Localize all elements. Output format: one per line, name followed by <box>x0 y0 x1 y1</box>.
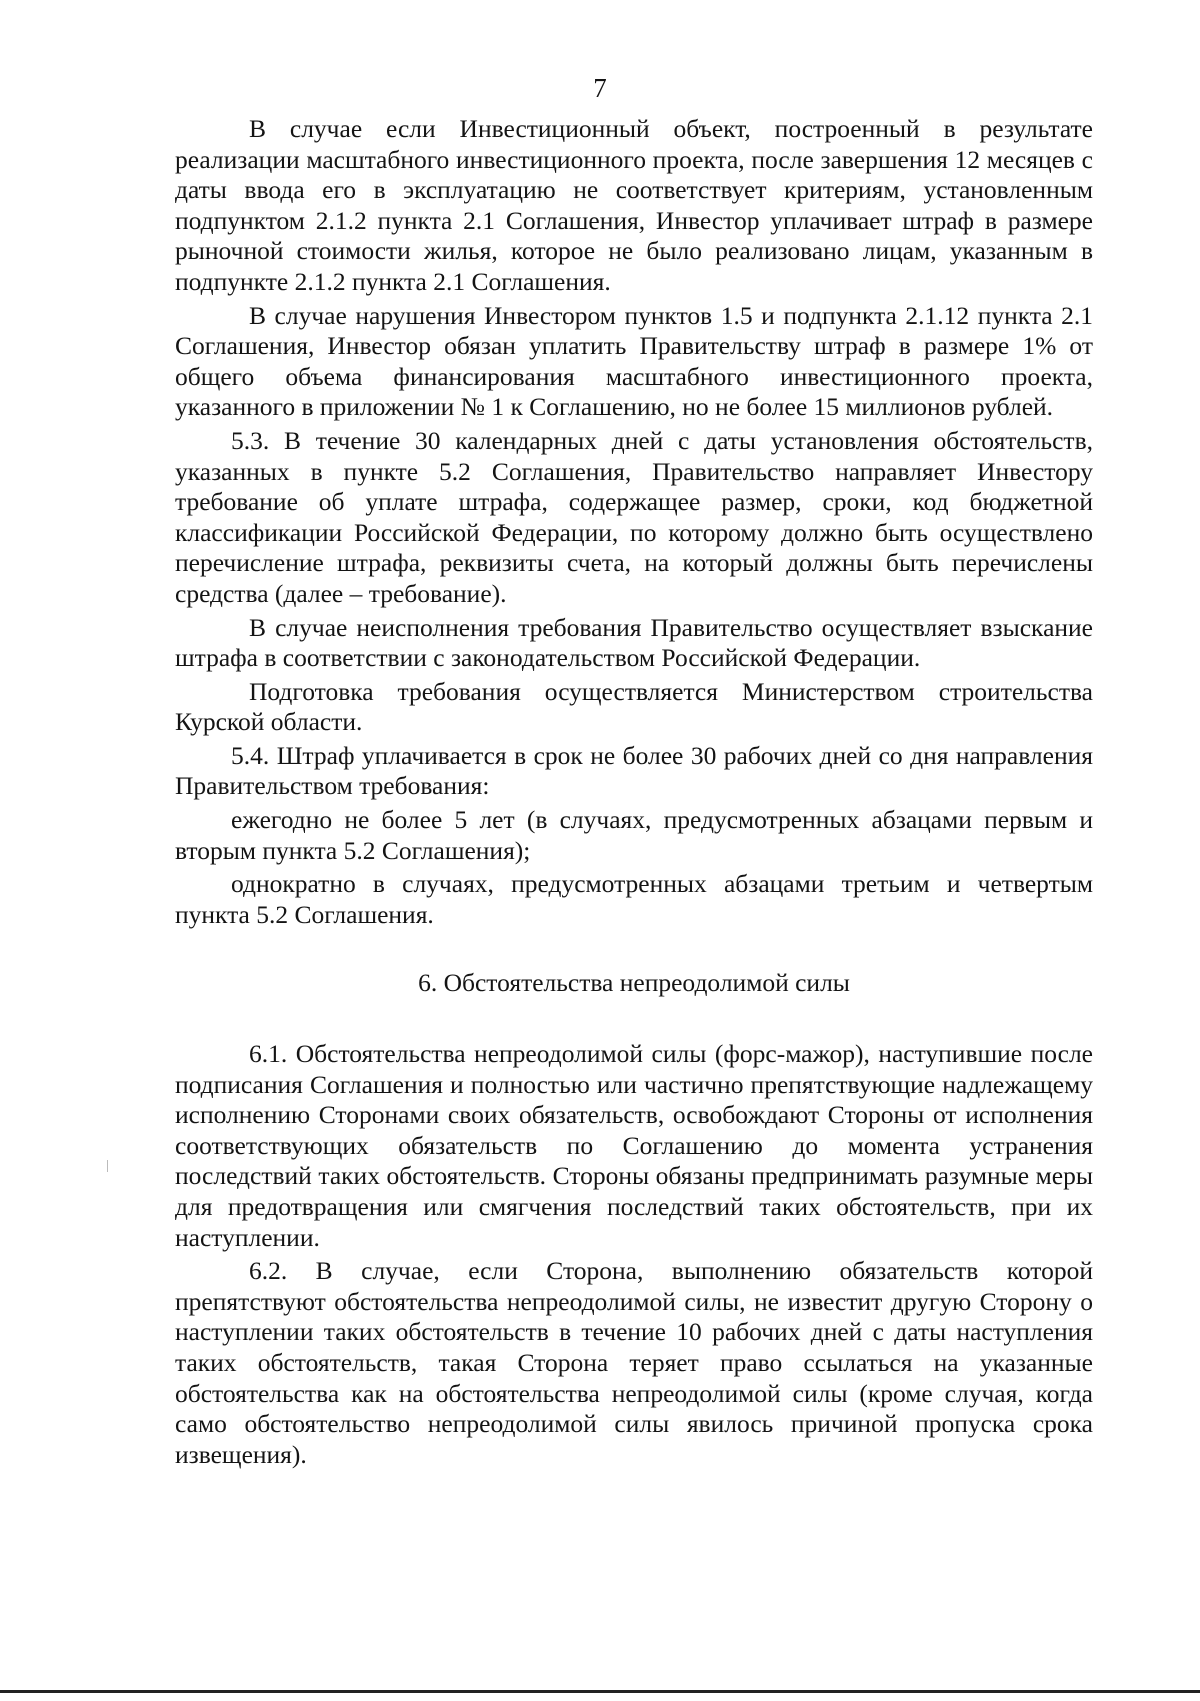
page-bottom-edge <box>0 1690 1200 1693</box>
paragraph-investment-object-penalty: В случае если Инвестиционный объект, построенный в результате реализации масштабного инвестиционного проекта, после завершения 12 месяцев с даты ввода его в эксплуатацию не соответствует критериям, установленным подпунктом 2.1.2 пункта 2.1 Соглашения, Инвестор уплачивает штраф в размере рыночной стоимости жилья, которое не было реализовано лицам, указанным в подпункте 2.1.2 пункта 2.1 Соглашения. <box>175 114 1093 296</box>
paragraph-non-fulfillment: В случае неисполнения требования Правительство осуществляет взыскание штрафа в соответствии с законодательством Российской Федерации. <box>175 612 1093 673</box>
paragraph-6-1: 6.1. Обстоятельства непреодолимой силы (форс-мажор), наступившие после подписания Соглашения и полностью или частично препятствующие надлежащему исполнению Сторонами своих обязательств, освобождают Стороны от исполнения соответствующих обязательств по Соглашению до момента устранения последствий таких обстоятельств. Стороны обязаны предпринимать разумные меры для предотвращения или смягчения последствий таких обстоятельств, при их наступлении. <box>175 1039 1093 1252</box>
paragraph-violation-penalty: В случае нарушения Инвестором пунктов 1.5 и подпункта 2.1.12 пункта 2.1 Соглашения, Инвестор обязан уплатить Правительству штраф в размере 1% от общего объема финансирования масштабного инвестиционного проекта, указанного в приложении № 1 к Соглашению, но не более 15 миллионов рублей. <box>175 300 1093 422</box>
paragraph-5-4: 5.4. Штраф уплачивается в срок не более 30 рабочих дней со дня направления Правительством требования: <box>175 740 1093 801</box>
paragraph-annually: ежегодно не более 5 лет (в случаях, предусмотренных абзацами первым и вторым пункта 5.2 Соглашения); <box>175 805 1093 865</box>
paragraph-once: однократно в случаях, предусмотренных абзацами третьим и четвертым пункта 5.2 Соглашения. <box>175 869 1093 929</box>
document-body <box>175 114 1093 1473</box>
scan-mark <box>107 1160 108 1172</box>
paragraph-preparation: Подготовка требования осуществляется Министерством строительства Курской области. <box>175 676 1093 737</box>
page-number: 7 <box>593 73 607 103</box>
paragraph-6-2: 6.2. В случае, если Сторона, выполнению обязательств которой препятствуют обстоятельства непреодолимой силы, не известит другую Сторону о наступлении таких обстоятельств в течение 10 рабочих дней с даты наступления таких обстоятельств, такая Сторона теряет право ссылаться на указанные обстоятельства как на обстоятельства непреодолимой силы (кроме случая, когда само обстоятельство непреодолимой силы явилось причиной пропуска срока извещения). <box>175 1256 1093 1469</box>
section-heading-force-majeure: 6. Обстоятельства непреодолимой силы <box>418 968 850 998</box>
paragraph-5-3: 5.3. В течение 30 календарных дней с даты установления обстоятельств, указанных в пункте 5.2 Соглашения, Правительство направляет Инвестору требование об уплате штрафа, содержащее размер, сроки, код бюджетной классификации Российской Федерации, по которому должно быть осуществлено перечисление штрафа, реквизиты счета, на который должны быть перечислены средства (далее – требование). <box>175 425 1093 608</box>
